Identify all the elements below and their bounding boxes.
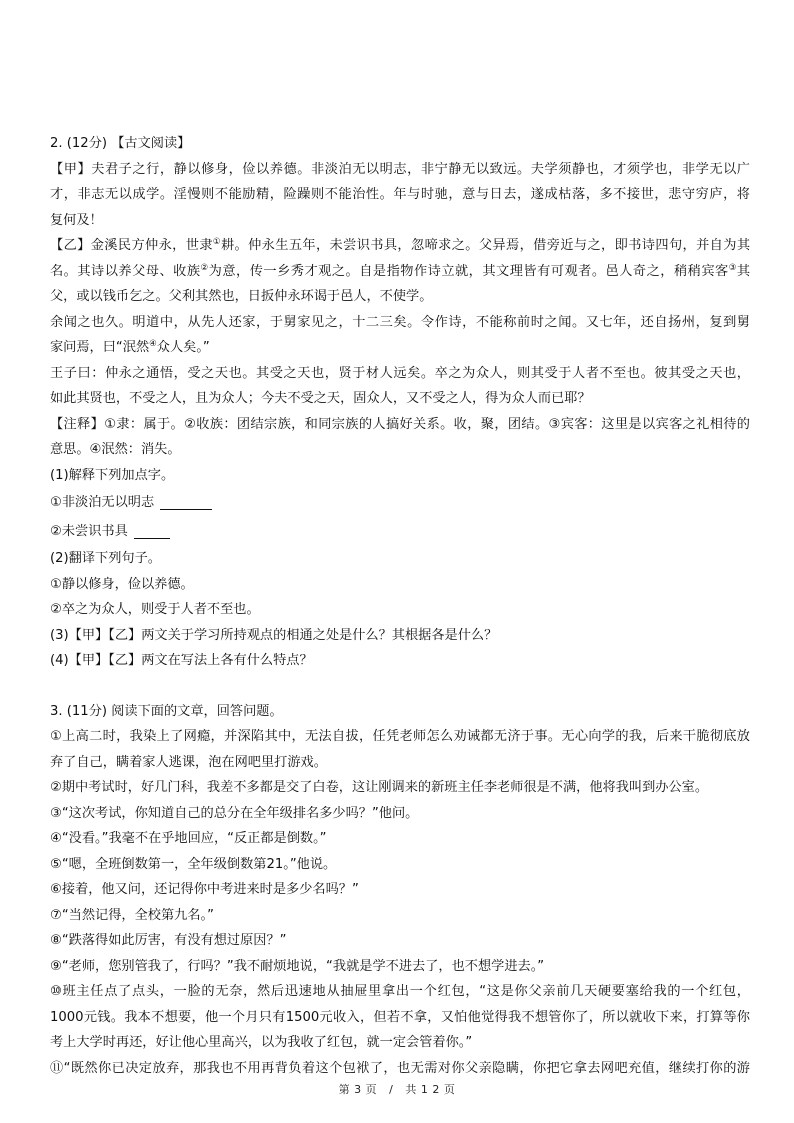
text-segment: 耕。仲永生五年，未尝识书具，忽啼求之。父异焉，借旁近与之，即书诗四句，并自为其 bbox=[220, 238, 751, 253]
paragraph-3: ③“这次考试，你知道自己的总分在全年级排名多少吗？”他问。 bbox=[50, 805, 419, 821]
paragraph-7: ⑦“当然记得，全校第九名。” bbox=[50, 907, 214, 923]
text-yi-line-7: 如此其贤也，不受之人，且为众人；今夫不受之天，固众人，又不受之人，得为众人而已耶？ bbox=[50, 391, 591, 406]
annotation-line-2: 意思。④泯然：消失。 bbox=[50, 442, 181, 457]
text-jia-line-3: 复何及！ bbox=[50, 212, 103, 228]
footnote-marker-2: ② bbox=[200, 262, 209, 273]
paragraph-5: ⑤“嗯，全班倒数第一，全年级倒数第21。”他说。 bbox=[50, 856, 337, 872]
question-2-title: 2. (12分) 【古文阅读】 bbox=[50, 136, 191, 151]
answer-blank[interactable] bbox=[134, 524, 170, 539]
paragraph-10-line-2: 1000元钱。我本不想要，他一个月只有1500元收入，但若不拿，又怕他觉得我不想管你了，所以就收下来，打算等你 bbox=[50, 1009, 750, 1025]
text-yi-line-4: 余闻之也久。明道中，从先人还家，于舅家见之，十二三矣。令作诗，不能称前时之闻。又七年，还自扬州，复到舅 bbox=[50, 314, 750, 330]
text-yi-line-3: 父，或以钱币乞之。父利其然也，日扳仲永环谒于邑人，不使学。 bbox=[50, 289, 433, 304]
footnote-marker-4: ④ bbox=[149, 339, 157, 349]
section-gap bbox=[50, 674, 750, 699]
text-yi-line-2 bbox=[50, 259, 750, 285]
text-segment: 家问焉，曰“泯然 bbox=[50, 340, 150, 355]
text-yi-line-6: 王子曰：仲永之通悟，受之天也。其受之天也，贤于材人远矣。卒之为众人，则其受于人者不至也。彼其受之天也， bbox=[50, 365, 750, 381]
text-jia-line-2: 才，非志无以成学。淫慢则不能励精，险躁则不能治性。年与时驰，意与日去，遂成枯落，多不接世，悲守穷庐，将 bbox=[50, 187, 750, 202]
footnote-marker-1: ① bbox=[212, 237, 221, 247]
paragraph-2: ②期中考试时，好几门科，我差不多都是交了白卷，这让刚调来的新班主任李老师很是不满，他将我叫到办公室。 bbox=[50, 780, 709, 795]
sub-question-3: (3)【甲】【乙】两文关于学习所持观点的相通之处是什么？其根据各是什么？ bbox=[50, 627, 498, 643]
sub-question-text: ②未尝识书具 bbox=[50, 523, 128, 539]
answer-blank[interactable] bbox=[160, 495, 212, 510]
page-number: 第 3 页 / 共 1 2 页 bbox=[338, 1083, 456, 1096]
paragraph-10-line-1: ⑩班主任点了点头，一脸的无奈，然后迅速地从抽屉里拿出一个红包，“这是你父亲前几天硬要塞给我的一个红包， bbox=[50, 984, 750, 999]
text-yi-line-5 bbox=[50, 335, 750, 361]
text-segment: 名。其诗以养父母、收族 bbox=[50, 263, 201, 279]
text-yi-line-1 bbox=[50, 233, 750, 259]
sub-question-2-title: (2)翻译下列句子。 bbox=[50, 551, 161, 566]
sub-question-text: ①非淡泊无以明志 bbox=[50, 494, 155, 510]
paragraph-8: ⑧“跌落得如此厉害，有没有想过原因？” bbox=[50, 933, 287, 948]
paragraph-4: ④“没看。”我毫不在乎地回应，“反正都是倒数。” bbox=[50, 831, 327, 846]
sub-question-1-a bbox=[50, 488, 750, 517]
paragraph-11-line-1: ⑪“既然你已决定放弃，那我也不用再背负着这个包袱了，也无需对你父亲隐瞒，你把它拿去网吧充值，继续打你的游 bbox=[50, 1060, 750, 1076]
sub-question-1-b bbox=[50, 517, 750, 546]
paragraph-10-line-3: 考上大学时再还，好让他心里高兴，以为我收了红包，就一定会管着你。” bbox=[50, 1035, 473, 1050]
sub-question-2-a: ①静以修身，俭以养德。 bbox=[50, 576, 194, 592]
sub-question-2-b: ②卒之为众人，则受于人者不至也。 bbox=[50, 602, 260, 617]
text-jia-line-1: 【甲】夫君子之行，静以修身，俭以养德。非淡泊无以明志，非宁静无以致远。夫学须静也，才须学也，非学无以广 bbox=[50, 161, 750, 177]
annotation-line-1: 【注释】①隶：属于。②收族：团结宗族，和同宗族的人搞好关系。收，聚，团结。③宾客：这里是以宾客之礼相待的 bbox=[50, 416, 750, 432]
page-content bbox=[50, 131, 750, 1081]
paragraph-1-line-1: ①上高二时，我染上了网瘾，并深陷其中，无法自拔，任凭老师怎么劝诫都无济于事。无心向学的我，后来干脆彻底放 bbox=[50, 729, 750, 744]
sub-question-1-title: (1)解释下列加点字。 bbox=[50, 467, 175, 483]
text-segment: 众人矣。” bbox=[156, 340, 210, 355]
sub-question-4: (4)【甲】【乙】两文在写法上各有什么特点？ bbox=[50, 653, 313, 668]
text-segment: 为意，传一乡秀才观之。自是指物作诗立就，其文理皆有可观者。邑人奇之，稍稍宾客 bbox=[208, 263, 729, 279]
page-footer bbox=[0, 1081, 794, 1097]
footnote-marker-3: ③ bbox=[728, 262, 737, 273]
paragraph-1-line-2: 弃了自己，瞒着家人逃课，泡在网吧里打游戏。 bbox=[50, 754, 327, 770]
paragraph-6: ⑥接着，他又问，还记得你中考进来时是多少名吗？” bbox=[50, 882, 359, 897]
text-segment: 【乙】金溪民方仲永，世隶 bbox=[50, 238, 213, 253]
question-3-title: 3. (11分) 阅读下面的文章，回答问题。 bbox=[50, 703, 283, 719]
paragraph-9: ⑨“老师，您别管我了，行吗？”我不耐烦地说，“我就是学不进去了，也不想学进去。” bbox=[50, 958, 545, 974]
text-segment: 其 bbox=[736, 263, 751, 279]
